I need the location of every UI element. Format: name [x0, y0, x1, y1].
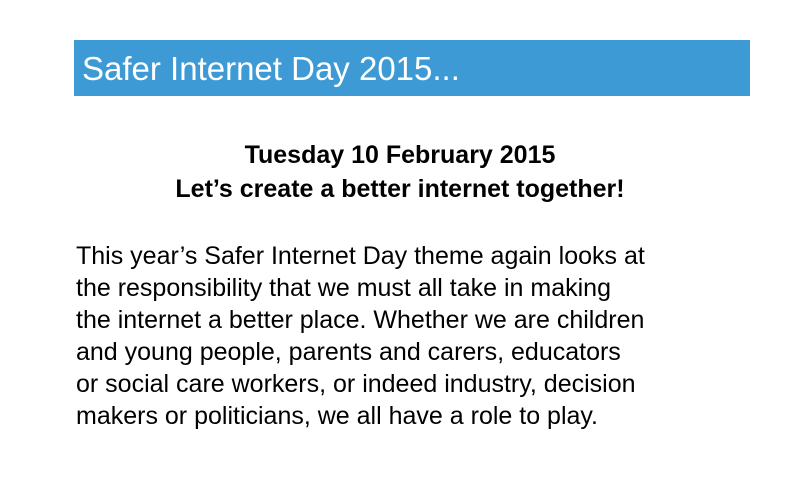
slide-title: Safer Internet Day 2015... — [82, 49, 460, 87]
body-line: or social care workers, or indeed industry, decision — [76, 370, 636, 398]
title-banner — [74, 40, 750, 96]
body-line: and young people, parents and carers, educators — [76, 338, 621, 366]
body-line: the internet a better place. Whether we are children — [76, 306, 645, 334]
body-line: makers or politicians, we all have a role to play. — [76, 402, 598, 430]
body-line: This year’s Safer Internet Day theme again looks at — [76, 242, 645, 270]
date-line: Tuesday 10 February 2015 — [244, 141, 556, 169]
subheading — [0, 138, 800, 206]
slogan: Let’s create a better internet together! — [175, 175, 625, 203]
body-line: the responsibility that we must all take in making — [76, 274, 611, 302]
body-paragraph — [76, 240, 766, 432]
